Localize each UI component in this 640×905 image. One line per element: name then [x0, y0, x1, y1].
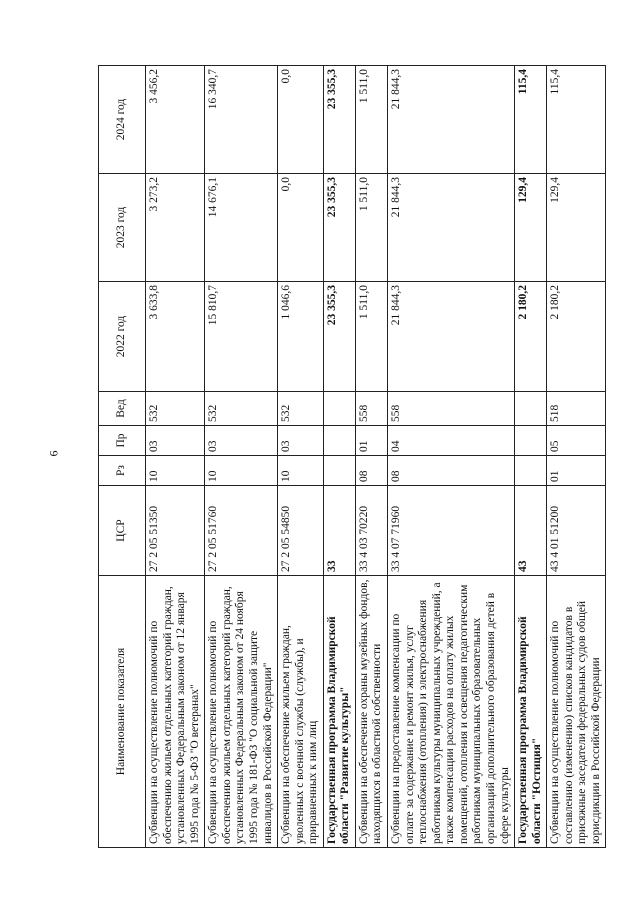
row-name: Субвенции на осуществление полномочий по обеспечению жильем отдельных категорий граждан, установленных Федеральным законом от 24 ноября 1995 года № 181-ФЗ "О социальной защите инвалидов в Российской Федерации" [205, 576, 278, 848]
row-csr: 43 [515, 486, 547, 576]
row-2024: 115,4 [547, 66, 606, 174]
rotated-page [98, 66, 602, 848]
page-number: 6 [46, 450, 61, 457]
row-pr: 03 [205, 426, 278, 456]
row-name: Субвенции на обеспечение охраны музейных фондов, находящихся в областной собственности [355, 576, 387, 848]
row-2024: 115,4 [515, 66, 547, 174]
row-pr: 03 [278, 426, 324, 456]
row-2023: 23 355,3 [323, 174, 355, 282]
row-csr: 27 2 05 51760 [205, 486, 278, 576]
row-pr [323, 426, 355, 456]
row-name: Субвенции на осуществление полномочий по обеспечению жильем отдельных категорий граждан, установленных Федеральным законом от 12 января 1995 года № 5-ФЗ "О ветеранах" [146, 576, 205, 848]
row-2023: 14 676,1 [205, 174, 278, 282]
row-pr: 03 [146, 426, 205, 456]
row-2022: 3 633,8 [146, 282, 205, 392]
table-row [355, 66, 387, 848]
row-2023: 0,0 [278, 174, 324, 282]
row-2024: 23 355,3 [323, 66, 355, 174]
row-rz: 10 [205, 456, 278, 486]
row-ved: 518 [547, 392, 606, 426]
row-name: Субвенции на обеспечение жильем граждан, уволенных с военной службы (службы), и приравненных к ним лиц [278, 576, 324, 848]
row-2023: 21 844,3 [388, 174, 515, 282]
header-pr: Пр [99, 426, 146, 456]
header-csr: ЦСР [99, 486, 146, 576]
table-row [547, 66, 606, 848]
table-row-program [323, 66, 355, 848]
header-rz: Рз [99, 456, 146, 486]
row-name: Субвенции на предоставление компенсации по оплате за содержание и ремонт жилья, услуг теплоснабжения (отопления) и электроснабжения работникам культуры муниципальных учреждений, а также компенсации расходов на оплату жилых помещений, отопления и освещения педагогическим работникам муниципальных образовательных организаций дополнительного образования детей в сфере культуры [388, 576, 515, 848]
row-rz: 01 [547, 456, 606, 486]
header-2022: 2022 год [99, 282, 146, 392]
row-rz [515, 456, 547, 486]
row-2022: 2 180,2 [515, 282, 547, 392]
row-name: Государственная программа Владимирской области "Юстиция" [515, 576, 547, 848]
row-csr: 43 4 01 51200 [547, 486, 606, 576]
row-2024: 0,0 [278, 66, 324, 174]
row-csr: 27 2 05 54850 [278, 486, 324, 576]
row-ved [515, 392, 547, 426]
budget-table [98, 65, 606, 848]
row-csr: 27 2 05 51350 [146, 486, 205, 576]
row-csr: 33 [323, 486, 355, 576]
table-row-program [515, 66, 547, 848]
row-ved: 558 [355, 392, 387, 426]
row-pr [515, 426, 547, 456]
row-ved: 532 [146, 392, 205, 426]
row-rz: 08 [388, 456, 515, 486]
row-csr: 33 4 03 70220 [355, 486, 387, 576]
row-ved [323, 392, 355, 426]
table-row [388, 66, 515, 848]
row-pr: 05 [547, 426, 606, 456]
header-ved: Вед [99, 392, 146, 426]
row-2024: 3 456,2 [146, 66, 205, 174]
row-name: Субвенции на осуществление полномочий по составлению (изменению) списков кандидатов в присяжные заседатели федеральных судов общей юрисдикции в Российской Федерации [547, 576, 606, 848]
row-csr: 33 4 07 71960 [388, 486, 515, 576]
header-2024: 2024 год [99, 66, 146, 174]
row-2023: 129,4 [547, 174, 606, 282]
table-header-row [99, 66, 146, 848]
row-2022: 1 511,0 [355, 282, 387, 392]
table-row [146, 66, 205, 848]
row-rz: 08 [355, 456, 387, 486]
row-rz: 10 [146, 456, 205, 486]
row-ved: 532 [205, 392, 278, 426]
row-2024: 1 511,0 [355, 66, 387, 174]
row-2022: 15 810,7 [205, 282, 278, 392]
row-2022: 1 046,6 [278, 282, 324, 392]
row-2022: 21 844,3 [388, 282, 515, 392]
row-pr: 04 [388, 426, 515, 456]
row-2024: 16 340,7 [205, 66, 278, 174]
row-2023: 1 511,0 [355, 174, 387, 282]
table-row [205, 66, 278, 848]
header-name: Наименование показателя [99, 576, 146, 848]
row-2023: 129,4 [515, 174, 547, 282]
row-name: Государственная программа Владимирской области "Развитие культуры" [323, 576, 355, 848]
header-2023: 2023 год [99, 174, 146, 282]
row-2022: 23 355,3 [323, 282, 355, 392]
row-ved: 558 [388, 392, 515, 426]
row-ved: 532 [278, 392, 324, 426]
row-2022: 2 180,2 [547, 282, 606, 392]
row-2023: 3 273,2 [146, 174, 205, 282]
row-rz [323, 456, 355, 486]
row-pr: 01 [355, 426, 387, 456]
row-rz: 10 [278, 456, 324, 486]
row-2024: 21 844,3 [388, 66, 515, 174]
table-row [278, 66, 324, 848]
